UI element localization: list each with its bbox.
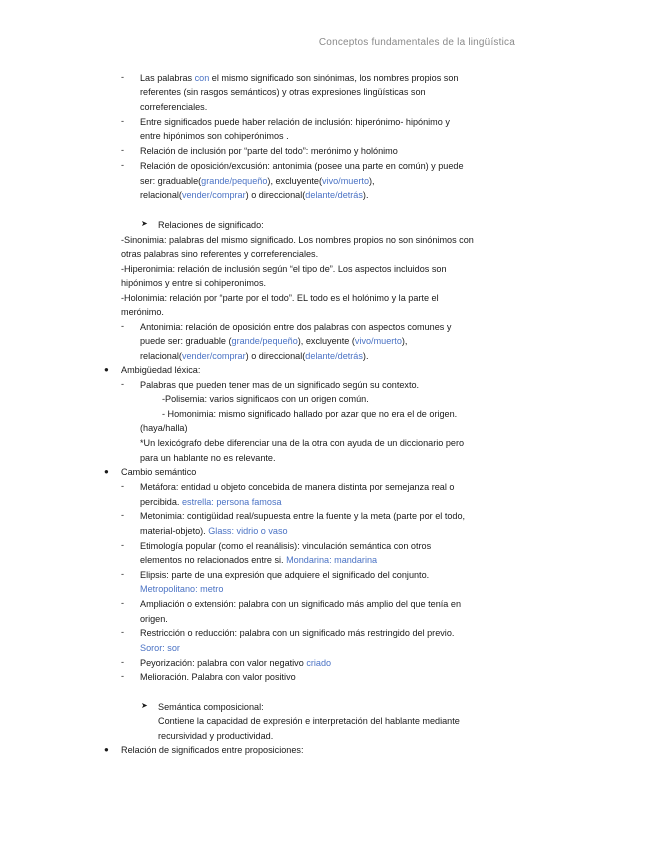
text-line: Metonimia: contigüidad real/supuesta entre la fuente y la meta (parte por el todo, — [140, 511, 466, 521]
dash-bullet: - — [121, 671, 125, 681]
dash-bullet: - — [121, 481, 125, 491]
dash-bullet: - — [121, 510, 125, 520]
text-line: Contiene la capacidad de expresión e interpretación del hablante mediante — [158, 716, 460, 726]
text-line: -Hiperonimia: relación de inclusión según “el tipo de”. Los aspectos incluidos son — [121, 264, 447, 274]
text-line: Palabras que pueden tener mas de un significado según su contexto. — [140, 380, 420, 390]
dot-bullet: ● — [104, 467, 109, 476]
dot-bullet: ● — [104, 365, 109, 374]
text-line: para un hablante no es relevante. — [140, 453, 276, 463]
text-line: Soror: sor — [140, 643, 180, 653]
dash-bullet: - — [121, 116, 125, 126]
dash-bullet: - — [121, 627, 125, 637]
text-line: Relación de inclusión por “parte del todo”: merónimo y holónimo — [140, 146, 398, 156]
text-line: puede ser: graduable (grande/pequeño), excluyente (vivo/muerto), — [140, 336, 408, 346]
text-line: Relación de oposición/excusión: antonimia (posee una parte en común) y puede — [140, 161, 464, 171]
text-line: Metáfora: entidad u objeto concebida de manera distinta por semejanza real o — [140, 482, 455, 492]
arrow-bullet: ➤ — [141, 219, 148, 228]
text-line: entre hipónimos son cohiperónimos . — [140, 131, 289, 141]
section-heading: Cambio semántico — [121, 467, 197, 477]
text-line: Entre significados puede haber relación de inclusión: hiperónimo- hipónimo y — [140, 117, 450, 127]
text-line: hipónimos y entre si cohiperonimos. — [121, 278, 267, 288]
text-line: Antonimia: relación de oposición entre dos palabras con aspectos comunes y — [140, 322, 452, 332]
text-line: correferenciales. — [140, 102, 208, 112]
text-line: Restricción o reducción: palabra con un significado más restringido del previo. — [140, 628, 455, 638]
section-heading: Ambigüedad léxica: — [121, 365, 201, 375]
text-line: - Homonimia: mismo significado hallado por azar que no era el de origen. — [162, 409, 458, 419]
text-line: referentes (sin rasgos semánticos) y otras expresiones lingüísticas son — [140, 87, 426, 97]
text-line: Ampliación o extensión: palabra con un significado más amplio del que tenía en — [140, 599, 462, 609]
dash-bullet: - — [121, 657, 125, 667]
subheading: Relaciones de significado: — [158, 220, 264, 230]
text-line: Elipsis: parte de una expresión que adquiere el significado del conjunto. — [140, 570, 430, 580]
subheading: Semántica composicional: — [158, 702, 264, 712]
text-line: Etimología popular (como el reanálisis): vinculación semántica con otros — [140, 541, 432, 551]
text-line: percibida. estrella: persona famosa — [140, 497, 282, 507]
text-line: Peyorización: palabra con valor negativo criado — [140, 658, 332, 668]
dash-bullet: - — [121, 145, 125, 155]
dash-bullet: - — [121, 379, 125, 389]
text-line: origen. — [140, 614, 168, 624]
text-line: relacional(vender/comprar) o direccional(delante/detrás). — [140, 351, 369, 361]
text-line: -Sinonimia: palabras del mismo significado. Los nombres propios no son sinónimos con — [121, 235, 474, 245]
page-header: Conceptos fundamentales de la lingüística — [318, 37, 515, 48]
text-line: *Un lexicógrafo debe diferenciar una de la otra con ayuda de un diccionario pero — [140, 438, 465, 448]
section-heading: Relación de significados entre proposiciones: — [121, 745, 304, 755]
text-line: Metropolitano: metro — [140, 584, 224, 594]
text-line: -Holonimia: relación por “parte por el todo”. EL todo es el holónimo y la parte el — [121, 293, 439, 303]
arrow-bullet: ➤ — [141, 701, 148, 710]
dash-bullet: - — [121, 321, 125, 331]
dash-bullet: - — [121, 72, 125, 82]
text-line: ser: graduable(grande/pequeño), excluyente(vivo/muerto), — [140, 176, 375, 186]
text-line: Las palabras con el mismo significado son sinónimas, los nombres propios son — [140, 73, 459, 83]
text-line: merónimo. — [121, 307, 164, 317]
text-line: material-objeto). Glass: vidrio o vaso — [140, 526, 288, 536]
dash-bullet: - — [121, 160, 125, 170]
text-line: Melioración. Palabra con valor positivo — [140, 672, 296, 682]
text-line: (haya/halla) — [140, 423, 188, 433]
text-line: otras palabras sino referentes y correferenciales. — [121, 249, 319, 259]
dot-bullet: ● — [104, 745, 109, 754]
dash-bullet: - — [121, 598, 125, 608]
dash-bullet: - — [121, 540, 125, 550]
text-line: recursividad y productividad. — [158, 731, 274, 741]
text-line: relacional(vender/comprar) o direccional(delante/detrás). — [140, 190, 369, 200]
text-line: -Polisemia: varios significaos con un origen común. — [162, 394, 369, 404]
text-line: elementos no relacionados entre si. Mondarina: mandarina — [140, 555, 378, 565]
dash-bullet: - — [121, 569, 125, 579]
